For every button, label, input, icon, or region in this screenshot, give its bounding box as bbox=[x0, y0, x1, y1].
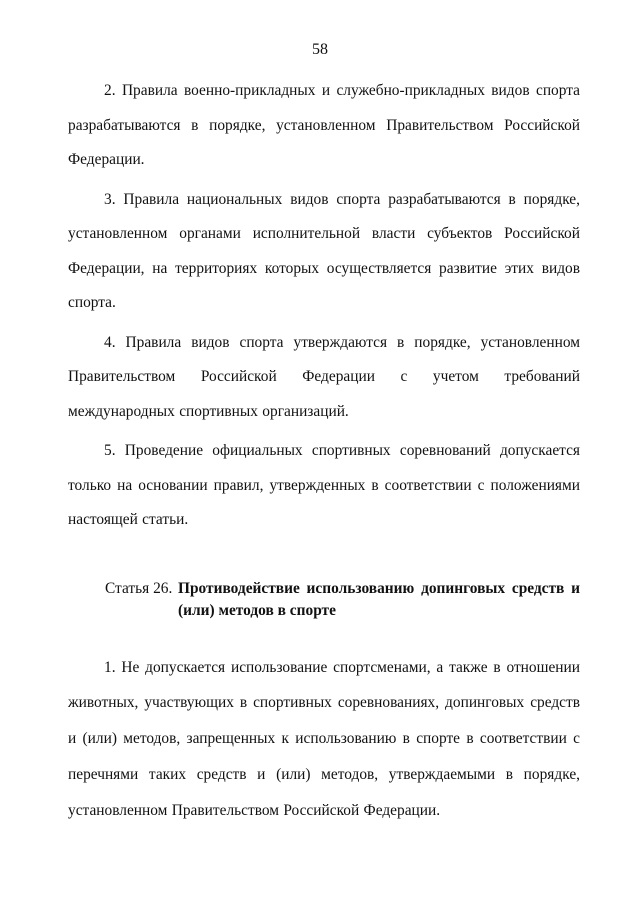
document-body bbox=[68, 74, 580, 833]
paragraph-rules-national-sports: 3. Правила национальных видов спорта разрабатываются в порядке, установленном органами исполнительной власти субъектов Российской Федерации, на территориях которых осуществляется развитие этих видов спорта. bbox=[68, 190, 580, 311]
paragraph-doping-prohibition: 1. Не допускается использование спортсменами, а также в отношении животных, участвующих в спортивных соревнованиях, допинговых средств и (или) методов, запрещенных к использованию в спорте в соответствии с перечнями таких средств и (или) методов, утверждаемыми в порядке, установленном Правительством Российской Федерации. bbox=[68, 658, 580, 819]
article-heading bbox=[68, 578, 580, 622]
article-number: Статья 26. bbox=[105, 579, 173, 597]
article-title: Противодействие использованию допинговых средств и (или) методов в спорте bbox=[178, 579, 580, 619]
paragraph-official-competitions: 5. Проведение официальных спортивных соревнований допускается только на основании правил, утвержденных в соответствии с положениями настоящей статьи. bbox=[68, 442, 580, 528]
page-number: 58 bbox=[312, 41, 328, 58]
paragraph-rules-military-applied: 2. Правила военно-прикладных и служебно-прикладных видов спорта разрабатываются в порядке, установленном Правительством Российской Федерации. bbox=[68, 82, 580, 168]
paragraph-rules-approval: 4. Правила видов спорта утверждаются в порядке, установленном Правительством Российской Федерации с учетом требований международных спортивных организаций. bbox=[68, 333, 580, 420]
